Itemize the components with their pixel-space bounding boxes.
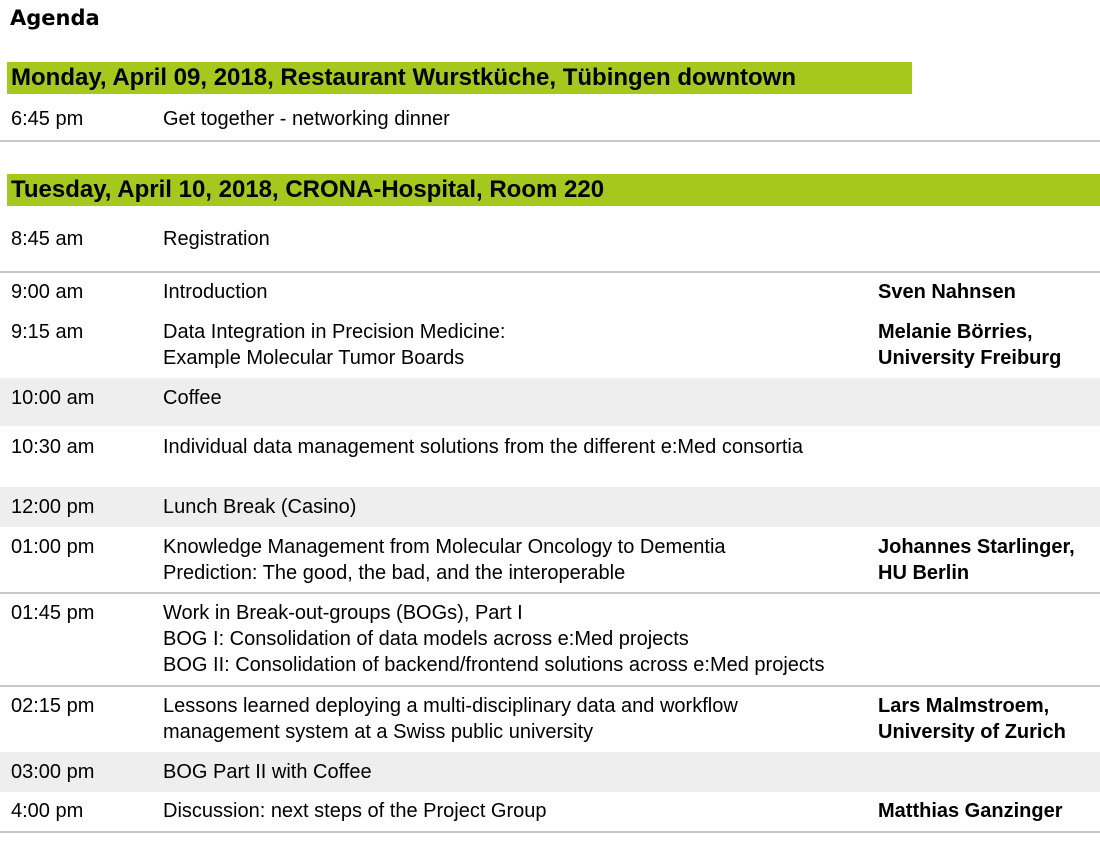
speaker-line: University Freiburg <box>878 347 1062 369</box>
time-cell: 03:00 pm <box>11 761 95 783</box>
time-cell: 10:30 am <box>11 436 95 458</box>
time-cell: 01:00 pm <box>11 536 95 558</box>
description-line: Knowledge Management from Molecular Oncology to Dementia <box>163 536 726 558</box>
description-line: management system at a Swiss public university <box>163 721 594 743</box>
speaker-cell <box>878 319 1061 371</box>
agenda-row <box>0 378 1100 426</box>
description-line: Data Integration in Precision Medicine: <box>163 321 506 343</box>
description-line: Prediction: The good, the bad, and the interoperable <box>163 562 626 584</box>
description-cell: Discussion: next steps of the Project Group <box>163 800 547 822</box>
speaker-line: HU Berlin <box>878 562 970 584</box>
divider <box>0 271 1100 273</box>
time-cell: 10:00 am <box>11 387 95 409</box>
description-cell: Get together - networking dinner <box>163 108 450 130</box>
agenda-row <box>0 752 1100 792</box>
time-cell: 6:45 pm <box>11 108 84 130</box>
time-cell: 02:15 pm <box>11 695 95 717</box>
description-cell: Lunch Break (Casino) <box>163 496 357 518</box>
speaker-line: Lars Malmstroem, <box>878 695 1050 717</box>
agenda-row <box>0 487 1100 527</box>
description-cell: Coffee <box>163 387 222 409</box>
description-line: Lessons learned deploying a multi-disciplinary data and workflow <box>163 695 738 717</box>
time-cell: 9:00 am <box>11 281 84 303</box>
description-cell: Registration <box>163 228 270 250</box>
speaker-cell <box>878 693 1066 745</box>
divider <box>0 140 1100 142</box>
day-header-monday: Monday, April 09, 2018, Restaurant Wurstküche, Tübingen downtown <box>7 62 912 94</box>
description-line: BOG I: Consolidation of data models across e:Med projects <box>163 628 689 650</box>
description-cell <box>163 319 505 371</box>
divider <box>0 685 1100 687</box>
speaker-cell: Matthias Ganzinger <box>878 800 1063 822</box>
description-cell <box>163 534 726 586</box>
page-title: Agenda <box>10 6 100 30</box>
time-cell: 8:45 am <box>11 228 84 250</box>
description-line: Work in Break-out-groups (BOGs), Part I <box>163 602 523 624</box>
day-header-tuesday: Tuesday, April 10, 2018, CRONA-Hospital, Room 220 <box>7 174 1100 206</box>
description-line: BOG II: Consolidation of backend/frontend solutions across e:Med projects <box>163 654 825 676</box>
description-cell: Individual data management solutions from the different e:Med consortia <box>163 436 803 458</box>
speaker-cell <box>878 534 1075 586</box>
speaker-line: Melanie Börries, <box>878 321 1033 343</box>
description-cell: BOG Part II with Coffee <box>163 761 372 783</box>
divider <box>0 831 1100 833</box>
description-cell: Introduction <box>163 281 268 303</box>
description-cell <box>163 693 738 745</box>
description-cell <box>163 600 824 678</box>
time-cell: 9:15 am <box>11 321 84 343</box>
time-cell: 12:00 pm <box>11 496 95 518</box>
description-line: Example Molecular Tumor Boards <box>163 347 465 369</box>
time-cell: 4:00 pm <box>11 800 84 822</box>
time-cell: 01:45 pm <box>11 602 95 624</box>
speaker-line: Johannes Starlinger, <box>878 536 1075 558</box>
speaker-cell: Sven Nahnsen <box>878 281 1016 303</box>
speaker-line: University of Zurich <box>878 721 1066 743</box>
divider <box>0 592 1100 594</box>
